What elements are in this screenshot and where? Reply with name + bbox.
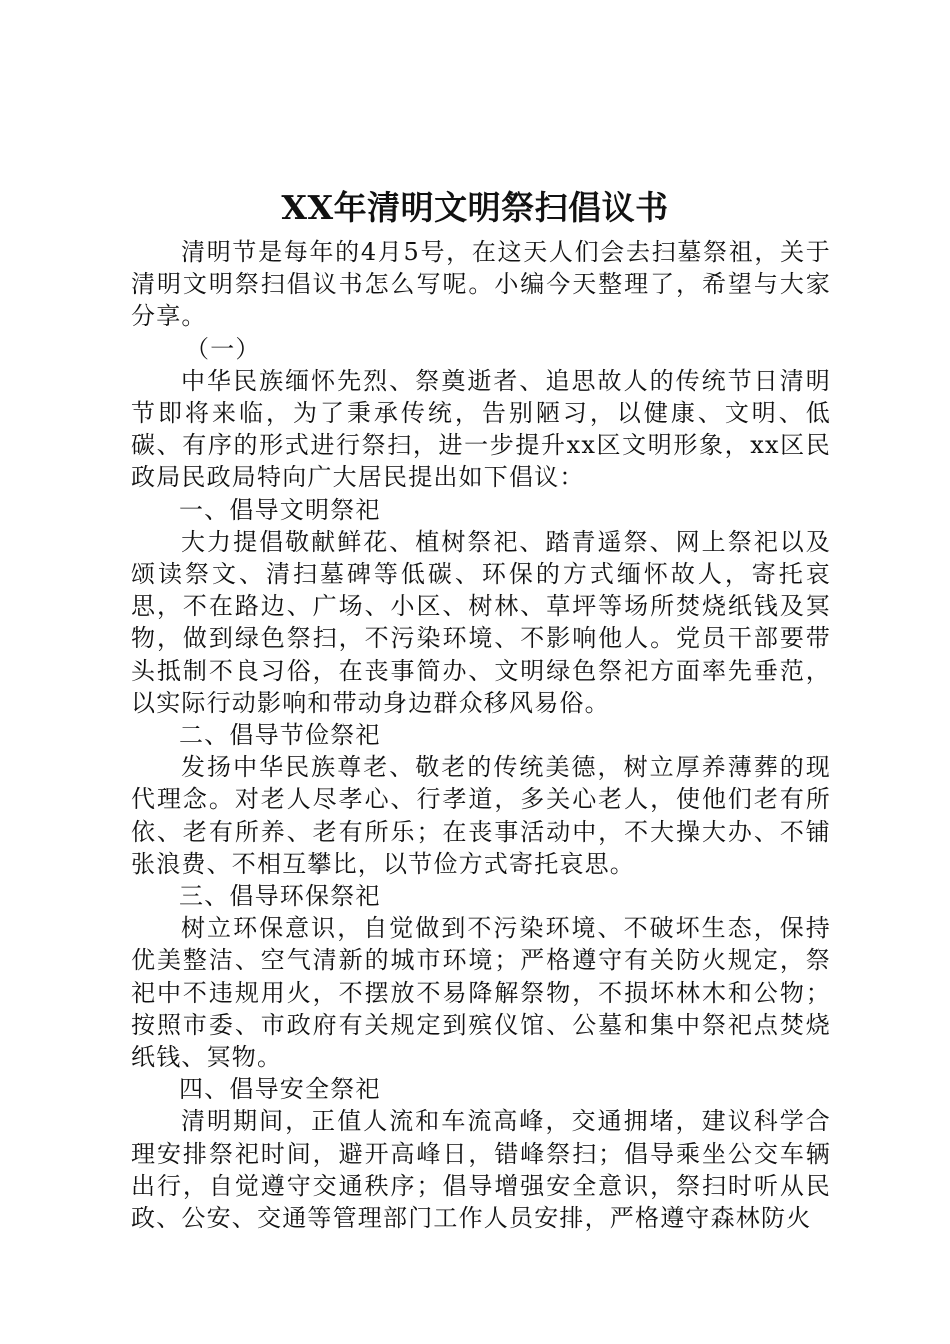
body-paragraph: 中华民族缅怀先烈、祭奠逝者、追思故人的传统节日清明节即将来临，为了秉承传统，告别陋习，以健康、文明、低碳、有序的形式进行祭扫，进一步提升xx区文明形象，xx区民政局民政局特向广大居民提出如下倡议： [131, 366, 831, 492]
section-heading: 二、倡导节俭祭祀 [179, 721, 381, 750]
body-paragraph: 树立环保意识，自觉做到不污染环境、不破坏生态，保持优美整洁、空气清新的城市环境；严格遵守有关防火规定，祭祀中不违规用火，不摆放不易降解祭物，不损坏林木和公物；按照市委、市政府有关规定到殡仪馆、公墓和集中祭祀点焚烧纸钱、冥物。 [131, 914, 831, 1072]
section-heading: 三、倡导环保祭祀 [179, 882, 381, 911]
body-paragraph: 发扬中华民族尊老、敬老的传统美德，树立厚养薄葬的现代理念。对老人尽孝心、行孝道，多关心老人，使他们老有所依、老有所养、老有所乐；在丧事活动中，不大操大办、不铺张浪费、不相互攀比，以节俭方式寄托哀思。 [131, 753, 831, 878]
section-heading: 四、倡导安全祭祀 [179, 1075, 381, 1104]
document-body [131, 236, 831, 1234]
document-title: XX年清明文明祭扫倡议书 [281, 188, 669, 227]
intro-paragraph: 清明节是每年的4月5号，在这天人们会去扫墓祭祖，关于清明文明祭扫倡议书怎么写呢。小编今天整理了，希望与大家分享。 [131, 238, 831, 331]
body-paragraph: 清明期间，正值人流和车流高峰，交通拥堵，建议科学合理安排祭祀时间，避开高峰日，错峰祭扫；倡导乘坐公交车辆出行，自觉遵守交通秩序；倡导增强安全意识，祭扫时听从民政、公安、交通等管理部门工作人员安排，严格遵守森林防火 [131, 1107, 831, 1233]
section-number: （一） [185, 334, 261, 363]
body-paragraph: 大力提倡敬献鲜花、植树祭祀、踏青遥祭、网上祭祀以及颂读祭文、清扫墓碑等低碳、环保的方式缅怀故人，寄托哀思，不在路边、广场、小区、树林、草坪等场所焚烧纸钱及冥物，做到绿色祭扫，不污染环境、不影响他人。党员干部要带头抵制不良习俗，在丧事简办、文明绿色祭祀方面率先垂范，以实际行动影响和带动身边群众移风易俗。 [131, 527, 831, 717]
section-heading: 一、倡导文明祭祀 [179, 495, 381, 524]
